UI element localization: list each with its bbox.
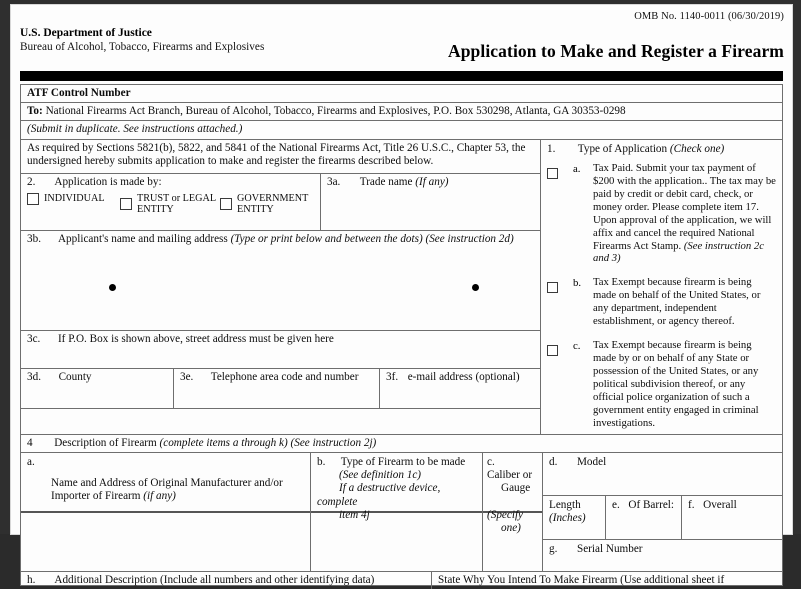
item3e-input[interactable] <box>174 386 379 406</box>
item3d-3f-row <box>21 369 540 409</box>
item1-title: Type of Application <box>577 142 668 155</box>
item3d-number: 3d. <box>27 370 41 383</box>
item4d-label: Model <box>576 455 607 468</box>
item1-option-a-text: Tax Paid. Submit your tax payment of $200 with the application.. The tax may be paid by credit or debit card, check, or money order. Please complete item 17. Upon approval of the application, we will affix and cancel the required National Firearms Act Stamp. <box>593 161 776 252</box>
form-masthead <box>11 5 792 71</box>
preamble-text: As required by Sections 5821(b), 5822, and 5841 of the National Firearms Act, Title 26 U.S.C., Chapter 53, the undersigned hereby submits application to make and register the firearms described below. <box>27 141 526 167</box>
item4a-note: (if any) <box>143 490 176 503</box>
item3a-number: 3a. <box>327 175 341 188</box>
item4b-note3: item 4j <box>339 508 370 521</box>
item1-number: 1. <box>547 142 556 155</box>
item4f-cell[interactable] <box>681 496 782 539</box>
atf-control-number-row[interactable] <box>20 84 783 103</box>
item4f-input[interactable] <box>688 512 777 532</box>
item4g-input[interactable] <box>543 558 782 568</box>
checkbox-trust-label-line1: TRUST or LEGAL <box>137 192 217 204</box>
item3d-cell[interactable] <box>21 369 173 408</box>
item3b-number: 3b. <box>27 232 41 245</box>
to-prefix: To: <box>27 105 43 118</box>
item2-number: 2. <box>27 175 36 188</box>
checkbox-government-entity-box[interactable] <box>220 198 232 210</box>
item2-item3a-row <box>21 174 540 231</box>
item1-option-b-text: Tax Exempt because firearm is being made on behalf of the United States, or any department, independent establishment, or agency thereof. <box>593 276 761 328</box>
item4-header-row <box>20 434 783 453</box>
item3c-cell[interactable] <box>21 331 540 369</box>
item1-type-of-application <box>540 140 782 434</box>
item2-choices <box>21 189 320 219</box>
item4g-label: Serial Number <box>576 542 643 555</box>
item4e-letter: e. <box>612 498 620 511</box>
item3f-input[interactable] <box>380 386 540 406</box>
checkbox-individual-label: INDIVIDUAL <box>44 193 105 205</box>
item4b-note1: (See definition 1c) <box>339 469 422 482</box>
item3f-number: 3f. <box>386 370 399 383</box>
atf-form-1-page <box>11 5 792 586</box>
item4-bottom-row-clipped <box>20 572 783 586</box>
submit-duplicate-row <box>20 121 783 139</box>
checkbox-tax-exempt-federal[interactable] <box>547 282 558 293</box>
item3c-input[interactable] <box>21 348 540 366</box>
agency-department: U.S. Department of Justice <box>20 27 152 39</box>
checkbox-individual-box[interactable] <box>27 193 39 205</box>
item3a-cell[interactable] <box>320 174 540 230</box>
item4i-cell[interactable] <box>431 571 782 589</box>
form-body-left <box>21 140 540 434</box>
item1-option-c[interactable] <box>541 332 782 434</box>
item2-cell <box>21 174 320 230</box>
item2-label: Application is made by: <box>54 175 162 188</box>
item1-option-b[interactable] <box>541 269 782 332</box>
item4b-cell[interactable] <box>310 453 482 571</box>
item3c-label: If P.O. Box is shown above, street address must be given here <box>57 332 334 345</box>
item1-option-a[interactable] <box>541 158 782 270</box>
item4g-cell[interactable] <box>543 540 782 571</box>
checkbox-trust-legal-entity-box[interactable] <box>120 198 132 210</box>
item4a-cell[interactable] <box>21 453 310 571</box>
name-field-left-dot <box>109 284 116 291</box>
item4c-cell[interactable] <box>482 453 542 571</box>
item4c-note1: (Specify <box>487 508 524 521</box>
item3a-label: Trade name <box>359 175 413 188</box>
checkbox-tax-exempt-state[interactable] <box>547 345 558 356</box>
to-address: National Firearms Act Branch, Bureau of Alcohol, Tobacco, Firearms and Explosives, P.O. Box 530298, Atlanta, GA 30353-0298 <box>42 105 626 118</box>
checkbox-individual[interactable] <box>27 193 120 205</box>
item4a-letter: a. <box>27 455 35 468</box>
item4a-input[interactable] <box>21 513 310 571</box>
item3b-input[interactable] <box>21 248 540 308</box>
item4b-label: Type of Firearm to be made <box>340 455 466 468</box>
item3c-number: 3c. <box>27 332 41 345</box>
item1-option-a-note: (See instruction 2c and 3) <box>593 239 764 265</box>
preamble-row <box>21 140 540 174</box>
item1-option-a-letter: a. <box>573 162 581 175</box>
agency-bureau: Bureau of Alcohol, Tobacco, Firearms and Explosives <box>20 41 265 53</box>
item1-header <box>541 140 782 158</box>
item4h-label: Additional Description (Include all numbers and other identifying data) <box>54 573 375 586</box>
checkbox-government-label-line2: ENTITY <box>237 203 274 215</box>
item4h-cell[interactable] <box>21 571 431 589</box>
item4c-letter: c. <box>487 455 495 468</box>
item1-option-c-text: Tax Exempt because firearm is being made by or on behalf of any State or possession of the United States, or any political subdivision thereof, or any official police organization of such a government entity engaged in criminal investigations. <box>593 339 759 429</box>
item4d-cell[interactable] <box>543 453 782 496</box>
item3d-label: County <box>58 370 92 383</box>
item4e-label: Of Barrel: <box>628 498 675 511</box>
item3b-note: (Type or print below and between the dots) (See instruction 2d) <box>230 232 514 245</box>
item4-note: (complete items a through k) (See instruction 2j) <box>159 436 377 449</box>
submit-note: (Submit in duplicate. See instructions attached.) <box>27 123 243 136</box>
item4c-label-line2: Gauge <box>501 482 531 495</box>
item4-label: Description of Firearm <box>54 436 157 449</box>
item4-length-row <box>543 496 782 540</box>
item4h-letter: h. <box>27 573 36 586</box>
item3d-input[interactable] <box>21 386 173 406</box>
checkbox-trust-legal-entity[interactable] <box>120 193 220 215</box>
length-label-cell <box>543 496 605 539</box>
checkbox-government-label-line1: GOVERNMENT <box>237 192 309 204</box>
item3f-label: e-mail address (optional) <box>407 370 520 383</box>
item4i-label: State Why You Intend To Make Firearm (Use additional sheet if <box>438 573 725 586</box>
item4f-letter: f. <box>688 498 695 511</box>
item3f-cell[interactable] <box>379 369 540 408</box>
item4b-note2: If a destructive device, complete <box>317 482 441 508</box>
item4f-label: Overall <box>703 498 737 511</box>
checkbox-tax-paid[interactable] <box>547 168 558 179</box>
header-rule-bar <box>20 71 783 81</box>
form-title: Application to Make and Register a Firearm <box>447 41 784 61</box>
item3a-note: (If any) <box>415 175 449 188</box>
item4a-label-line2: Importer of Firearm <box>51 490 141 503</box>
length-label-note: (Inches) <box>549 512 586 525</box>
item3b-label: Applicant's name and mailing address <box>57 232 228 245</box>
item4e-input[interactable] <box>612 512 676 532</box>
item4e-cell[interactable] <box>605 496 681 539</box>
length-label: Length <box>549 498 581 511</box>
item4d-letter: d. <box>549 455 558 468</box>
item4-number: 4 <box>27 436 33 449</box>
atf-control-number-label: ATF Control Number <box>27 87 131 99</box>
form-body <box>20 140 783 434</box>
omb-number: OMB No. 1140-0011 (06/30/2019) <box>634 11 784 22</box>
checkbox-trust-label-line2: ENTITY <box>137 203 174 215</box>
item3e-cell[interactable] <box>173 369 379 408</box>
item4-grid <box>20 453 783 572</box>
item1-title-note: (Check one) <box>669 142 725 155</box>
item3e-label: Telephone area code and number <box>210 370 359 383</box>
item1-option-c-letter: c. <box>573 340 581 353</box>
mailing-to-row <box>20 103 783 121</box>
item4d-group <box>542 453 782 571</box>
checkbox-government-entity[interactable] <box>220 193 308 215</box>
item4g-letter: g. <box>549 542 558 555</box>
item4b-letter: b. <box>317 455 326 468</box>
item4d-input[interactable] <box>543 471 782 493</box>
name-field-right-dot <box>472 284 479 291</box>
item4c-note2: one) <box>501 522 521 534</box>
item4a-label-line1: Name and Address of Original Manufacturer and/or <box>51 477 283 490</box>
item3b-cell[interactable] <box>21 231 540 331</box>
item3a-input[interactable] <box>321 191 540 221</box>
item4c-label-line1: Caliber or <box>487 469 533 482</box>
item1-option-b-letter: b. <box>573 277 582 290</box>
item3e-number: 3e. <box>180 370 194 383</box>
